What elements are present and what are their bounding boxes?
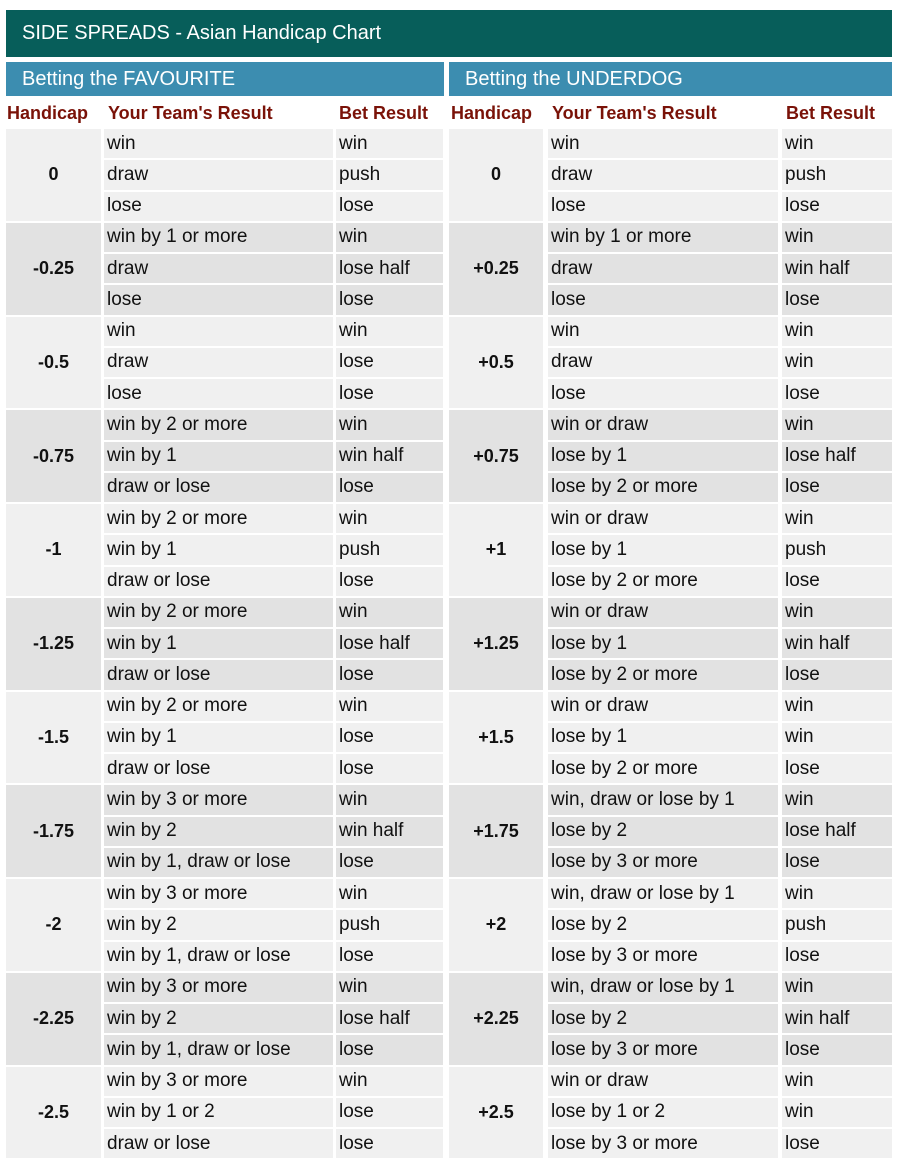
- dog-bet-result: lose: [782, 942, 892, 971]
- fav-team-result: win by 1: [104, 629, 333, 658]
- dog-bet-column-header: Bet Result: [786, 103, 876, 123]
- fav-bet-result: win: [336, 879, 443, 908]
- handicap-group: [0, 1067, 899, 1161]
- dog-team-result: win or draw: [548, 598, 778, 627]
- dog-team-result: draw: [548, 254, 778, 283]
- fav-team-result: draw or lose: [104, 567, 333, 596]
- dog-bet-result: lose: [782, 567, 892, 596]
- dog-team-result: lose by 1: [548, 535, 778, 564]
- dog-bet-result: win: [782, 410, 892, 439]
- fav-team-result: win by 2: [104, 817, 333, 846]
- dog-bet-result: win: [782, 223, 892, 252]
- fav-bet-result: win: [336, 504, 443, 533]
- fav-bet-result: lose: [336, 723, 443, 752]
- dog-bet-result: win: [782, 1067, 892, 1096]
- handicap-group: [0, 223, 899, 317]
- fav-bet-result: win: [336, 223, 443, 252]
- dog-team-result: lose: [548, 192, 778, 221]
- dog-handicap-value: +0.25: [449, 223, 543, 315]
- fav-handicap-value: -1.25: [6, 598, 101, 690]
- dog-bet-result: push: [782, 910, 892, 939]
- fav-bet-result: lose: [336, 942, 443, 971]
- fav-team-result: win by 2: [104, 910, 333, 939]
- dog-handicap-value: +0.5: [449, 317, 543, 409]
- dog-team-result: win or draw: [548, 1067, 778, 1096]
- fav-bet-result: lose: [336, 1129, 443, 1158]
- fav-team-result: lose: [104, 285, 333, 314]
- fav-bet-result: win: [336, 129, 443, 158]
- dog-team-result: win, draw or lose by 1: [548, 973, 778, 1002]
- dog-bet-result: win: [782, 129, 892, 158]
- dog-bet-result: lose: [782, 473, 892, 502]
- dog-team-result: draw: [548, 348, 778, 377]
- fav-result-column-header: Your Team's Result: [108, 103, 273, 123]
- dog-bet-result: lose half: [782, 442, 892, 471]
- dog-team-result: lose by 2: [548, 1004, 778, 1033]
- fav-team-result: win by 2 or more: [104, 598, 333, 627]
- dog-bet-result: win: [782, 973, 892, 1002]
- fav-bet-result: win half: [336, 442, 443, 471]
- fav-bet-result: lose: [336, 660, 443, 689]
- fav-team-result: win: [104, 317, 333, 346]
- fav-team-result: draw or lose: [104, 754, 333, 783]
- fav-team-result: win by 2 or more: [104, 504, 333, 533]
- dog-bet-result: lose: [782, 754, 892, 783]
- fav-team-result: win by 1, draw or lose: [104, 942, 333, 971]
- fav-team-result: draw: [104, 254, 333, 283]
- dog-bet-result: push: [782, 535, 892, 564]
- fav-handicap-value: -2.5: [6, 1067, 101, 1159]
- fav-team-result: win: [104, 129, 333, 158]
- fav-bet-result: win: [336, 973, 443, 1002]
- fav-bet-result: lose: [336, 285, 443, 314]
- dog-team-result: win by 1 or more: [548, 223, 778, 252]
- dog-team-result: lose by 1: [548, 442, 778, 471]
- fav-handicap-column-header: Handicap: [7, 103, 89, 123]
- dog-bet-result: lose: [782, 379, 892, 408]
- dog-team-result: win, draw or lose by 1: [548, 785, 778, 814]
- dog-bet-result: win half: [782, 1004, 892, 1033]
- dog-handicap-value: +1.75: [449, 785, 543, 877]
- fav-bet-result: lose: [336, 1035, 443, 1064]
- dog-bet-result: lose: [782, 660, 892, 689]
- fav-bet-result: lose: [336, 1098, 443, 1127]
- fav-bet-result: lose half: [336, 1004, 443, 1033]
- dog-bet-result: win: [782, 692, 892, 721]
- fav-team-result: win by 2 or more: [104, 692, 333, 721]
- fav-handicap-value: -0.75: [6, 410, 101, 502]
- fav-team-result: win by 1 or 2: [104, 1098, 333, 1127]
- fav-team-result: draw or lose: [104, 1129, 333, 1158]
- fav-bet-result: win: [336, 785, 443, 814]
- dog-handicap-value: +1.5: [449, 692, 543, 784]
- dog-team-result: win or draw: [548, 504, 778, 533]
- dog-bet-result: win: [782, 785, 892, 814]
- fav-bet-result: win: [336, 317, 443, 346]
- dog-team-result: lose by 2 or more: [548, 473, 778, 502]
- fav-bet-result: lose: [336, 473, 443, 502]
- handicap-table: [0, 129, 899, 1160]
- dog-bet-result: win: [782, 723, 892, 752]
- fav-bet-result: push: [336, 910, 443, 939]
- fav-team-result: win by 3 or more: [104, 1067, 333, 1096]
- dog-handicap-value: +2.5: [449, 1067, 543, 1159]
- dog-team-result: lose by 3 or more: [548, 1129, 778, 1158]
- fav-handicap-value: -2.25: [6, 973, 101, 1065]
- handicap-group: [0, 504, 899, 598]
- fav-bet-result: win: [336, 598, 443, 627]
- handicap-group: [0, 129, 899, 223]
- fav-team-result: lose: [104, 192, 333, 221]
- dog-team-result: lose: [548, 379, 778, 408]
- dog-team-result: win: [548, 317, 778, 346]
- handicap-group: [0, 410, 899, 504]
- fav-team-result: draw or lose: [104, 473, 333, 502]
- fav-handicap-value: -1.5: [6, 692, 101, 784]
- fav-bet-result: lose: [336, 848, 443, 877]
- fav-team-result: win by 1, draw or lose: [104, 848, 333, 877]
- dog-handicap-value: +2: [449, 879, 543, 971]
- dog-bet-result: lose: [782, 1129, 892, 1158]
- fav-bet-result: lose: [336, 754, 443, 783]
- dog-handicap-column-header: Handicap: [451, 103, 533, 123]
- fav-bet-result: lose: [336, 348, 443, 377]
- fav-bet-result: push: [336, 160, 443, 189]
- dog-bet-result: win half: [782, 629, 892, 658]
- favourite-section-header: Betting the FAVOURITE: [6, 62, 444, 96]
- fav-team-result: draw or lose: [104, 660, 333, 689]
- dog-team-result: win, draw or lose by 1: [548, 879, 778, 908]
- dog-bet-result: win half: [782, 254, 892, 283]
- fav-team-result: win by 1: [104, 535, 333, 564]
- dog-bet-result: lose half: [782, 817, 892, 846]
- fav-handicap-value: -0.5: [6, 317, 101, 409]
- fav-team-result: lose: [104, 379, 333, 408]
- dog-bet-result: push: [782, 160, 892, 189]
- fav-team-result: win by 1: [104, 723, 333, 752]
- dog-team-result: lose by 1: [548, 629, 778, 658]
- fav-bet-result: lose: [336, 192, 443, 221]
- dog-handicap-value: +2.25: [449, 973, 543, 1065]
- fav-bet-result: win half: [336, 817, 443, 846]
- fav-team-result: win by 3 or more: [104, 785, 333, 814]
- fav-bet-result: win: [336, 410, 443, 439]
- fav-handicap-value: -2: [6, 879, 101, 971]
- dog-team-result: lose by 2: [548, 910, 778, 939]
- dog-team-result: win: [548, 129, 778, 158]
- dog-bet-result: lose: [782, 192, 892, 221]
- underdog-section-header: Betting the UNDERDOG: [449, 62, 892, 96]
- fav-team-result: win by 2 or more: [104, 410, 333, 439]
- fav-handicap-value: -0.25: [6, 223, 101, 315]
- dog-bet-result: win: [782, 317, 892, 346]
- fav-team-result: win by 1, draw or lose: [104, 1035, 333, 1064]
- dog-handicap-value: +0.75: [449, 410, 543, 502]
- dog-team-result: draw: [548, 160, 778, 189]
- fav-bet-result: win: [336, 1067, 443, 1096]
- fav-bet-result: win: [336, 692, 443, 721]
- fav-team-result: win by 2: [104, 1004, 333, 1033]
- fav-handicap-value: 0: [6, 129, 101, 221]
- dog-team-result: lose by 2: [548, 817, 778, 846]
- dog-bet-result: lose: [782, 848, 892, 877]
- dog-team-result: lose by 2 or more: [548, 660, 778, 689]
- dog-team-result: win or draw: [548, 692, 778, 721]
- fav-handicap-value: -1: [6, 504, 101, 596]
- dog-bet-result: win: [782, 504, 892, 533]
- dog-team-result: lose by 2 or more: [548, 754, 778, 783]
- dog-bet-result: lose: [782, 1035, 892, 1064]
- dog-bet-result: win: [782, 879, 892, 908]
- dog-team-result: lose by 1: [548, 723, 778, 752]
- dog-team-result: lose by 3 or more: [548, 942, 778, 971]
- dog-result-column-header: Your Team's Result: [552, 103, 717, 123]
- handicap-group: [0, 598, 899, 692]
- fav-team-result: win by 3 or more: [104, 973, 333, 1002]
- handicap-group: [0, 692, 899, 786]
- dog-bet-result: win: [782, 598, 892, 627]
- fav-bet-result: push: [336, 535, 443, 564]
- dog-team-result: lose: [548, 285, 778, 314]
- dog-handicap-value: 0: [449, 129, 543, 221]
- page-title: SIDE SPREADS - Asian Handicap Chart: [6, 10, 892, 57]
- dog-handicap-value: +1: [449, 504, 543, 596]
- dog-team-result: lose by 1 or 2: [548, 1098, 778, 1127]
- handicap-group: [0, 785, 899, 879]
- dog-bet-result: win: [782, 1098, 892, 1127]
- fav-team-result: draw: [104, 348, 333, 377]
- handicap-group: [0, 317, 899, 411]
- dog-team-result: win or draw: [548, 410, 778, 439]
- fav-team-result: win by 1 or more: [104, 223, 333, 252]
- handicap-group: [0, 879, 899, 973]
- dog-team-result: lose by 3 or more: [548, 1035, 778, 1064]
- fav-team-result: win by 1: [104, 442, 333, 471]
- fav-handicap-value: -1.75: [6, 785, 101, 877]
- dog-handicap-value: +1.25: [449, 598, 543, 690]
- dog-team-result: lose by 2 or more: [548, 567, 778, 596]
- dog-bet-result: win: [782, 348, 892, 377]
- handicap-group: [0, 973, 899, 1067]
- fav-team-result: win by 3 or more: [104, 879, 333, 908]
- dog-bet-result: lose: [782, 285, 892, 314]
- fav-team-result: draw: [104, 160, 333, 189]
- dog-team-result: lose by 3 or more: [548, 848, 778, 877]
- fav-bet-result: lose half: [336, 629, 443, 658]
- fav-bet-result: lose half: [336, 254, 443, 283]
- fav-bet-result: lose: [336, 379, 443, 408]
- fav-bet-result: lose: [336, 567, 443, 596]
- fav-bet-column-header: Bet Result: [339, 103, 429, 123]
